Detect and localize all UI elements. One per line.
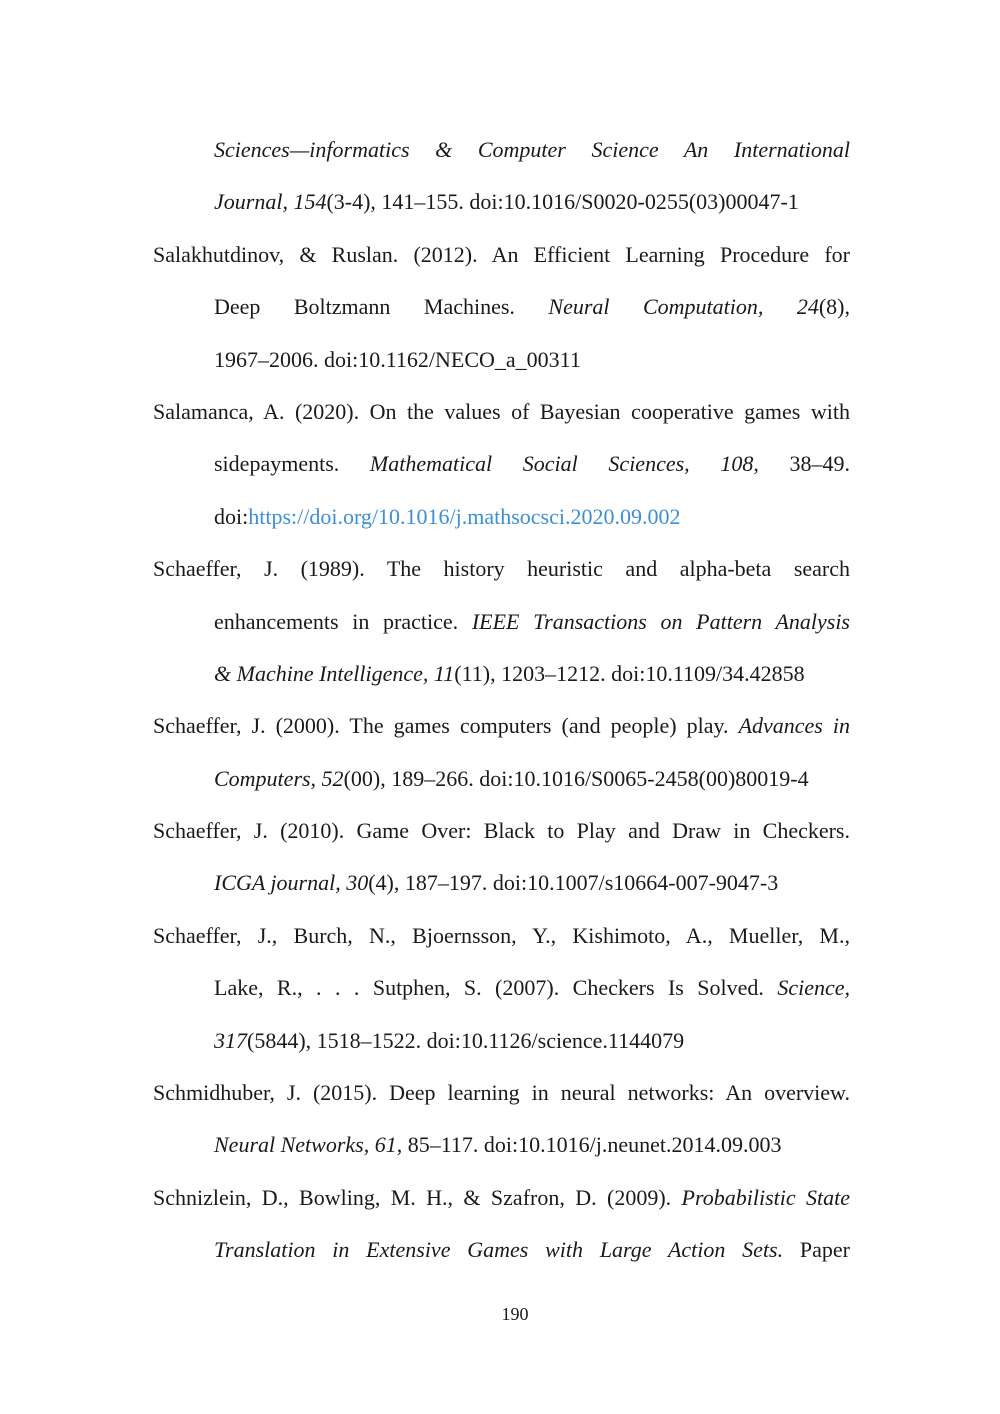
reference-list (153, 124, 850, 1277)
reference-first-line (153, 1067, 850, 1119)
reference-text: Schnizlein, D., Bowling, M. H., & Szafron, D. (2009). (153, 1184, 682, 1210)
reference-text: 1967–2006. doi:10.1162/NECO_a_00311 (214, 346, 581, 372)
reference-italic-text: & Machine Intelligence, 11 (214, 660, 455, 686)
reference-text: sidepayments. (214, 451, 370, 477)
reference-italic-text: Computers, 52 (214, 765, 344, 791)
reference-continuation-line (153, 753, 850, 805)
reference-text: Schaeffer, J. (1989). The history heuristic and alpha-beta search (153, 556, 850, 582)
reference-continuation-line (153, 1015, 850, 1067)
reference-continuation-line (153, 281, 850, 333)
reference-continuation-line (153, 1224, 850, 1276)
reference-text: Salamanca, A. (2020). On the values of Bayesian cooperative games with (153, 398, 850, 424)
reference-continuation-line (153, 596, 850, 648)
reference-italic-text: Science, (777, 975, 850, 1001)
reference-italic-text: Neural Networks, 61 (214, 1132, 397, 1158)
page-number: 190 (501, 1304, 529, 1324)
reference-italic-text: Translation in Extensive Games with Large Action Sets. (214, 1237, 784, 1263)
reference-italic-text: Probabilistic State (681, 1184, 850, 1210)
reference-continuation-line (153, 648, 850, 700)
reference-text: Schmidhuber, J. (2015). Deep learning in neural networks: An overview. (153, 1080, 850, 1106)
reference-text: Schaeffer, J. (2000). The games computers (and people) play. (153, 713, 739, 739)
reference-text: Deep Boltzmann Machines. (214, 294, 549, 320)
reference-continuation-line (153, 124, 850, 176)
reference-continuation-line (153, 857, 850, 909)
reference-continuation-line (153, 1119, 850, 1171)
reference-text: (4), 187–197. doi:10.1007/s10664-007-9047-3 (368, 870, 779, 896)
reference-italic-text: Sciences—informatics & Computer Science An International (214, 137, 850, 162)
reference-italic-text: Neural Computation, 24 (548, 294, 819, 320)
reference-italic-text: Advances in (738, 713, 850, 739)
reference-text: (8), (818, 294, 850, 320)
reference-continuation-line (153, 962, 850, 1014)
reference-italic-text: 317 (214, 1027, 247, 1053)
reference-first-line (153, 543, 850, 595)
reference-text: doi: (214, 503, 249, 529)
reference-first-line (153, 386, 850, 438)
reference-text: Lake, R., . . . Sutphen, S. (2007). Checkers Is Solved. (214, 975, 778, 1001)
reference-continuation-line (153, 176, 850, 228)
reference-italic-text: Mathematical Social Sciences, 108 (369, 451, 754, 477)
reference-text: (3-4), 141–155. doi:10.1016/S0020-0255(03)00047-1 (326, 189, 799, 215)
reference-text: (5844), 1518–1522. doi:10.1126/science.1144079 (247, 1027, 685, 1053)
reference-italic-text: ICGA journal, 30 (214, 870, 369, 896)
reference-text: Paper (783, 1237, 850, 1263)
reference-text: , 38–49. (753, 451, 850, 477)
reference-italic-text: Journal, 154 (214, 189, 327, 215)
reference-first-line (153, 805, 850, 857)
reference-continuation-line (153, 334, 850, 386)
reference-first-line (153, 910, 850, 962)
reference-text: Schaeffer, J., Burch, N., Bjoernsson, Y., Kishimoto, A., Mueller, M., (153, 922, 850, 948)
reference-text: (11), 1203–1212. doi:10.1109/34.42858 (454, 660, 805, 686)
doi-link[interactable]: https://doi.org/10.1016/j.mathsocsci.2020.09.002 (248, 503, 681, 529)
reference-text: Schaeffer, J. (2010). Game Over: Black to Play and Draw in Checkers. (153, 818, 850, 844)
reference-text: (00), 189–266. doi:10.1016/S0065-2458(00)80019-4 (343, 765, 809, 791)
reference-first-line (153, 229, 850, 281)
reference-first-line (153, 700, 850, 752)
reference-text: , 85–117. doi:10.1016/j.neunet.2014.09.003 (396, 1132, 782, 1158)
reference-text: enhancements in practice. (214, 608, 472, 634)
reference-text: Salakhutdinov, & Ruslan. (2012). An Efficient Learning Procedure for (153, 241, 850, 267)
reference-continuation-line (153, 438, 850, 490)
reference-italic-text: IEEE Transactions on Pattern Analysis (471, 608, 850, 634)
reference-continuation-line (153, 491, 850, 543)
reference-first-line (153, 1172, 850, 1224)
